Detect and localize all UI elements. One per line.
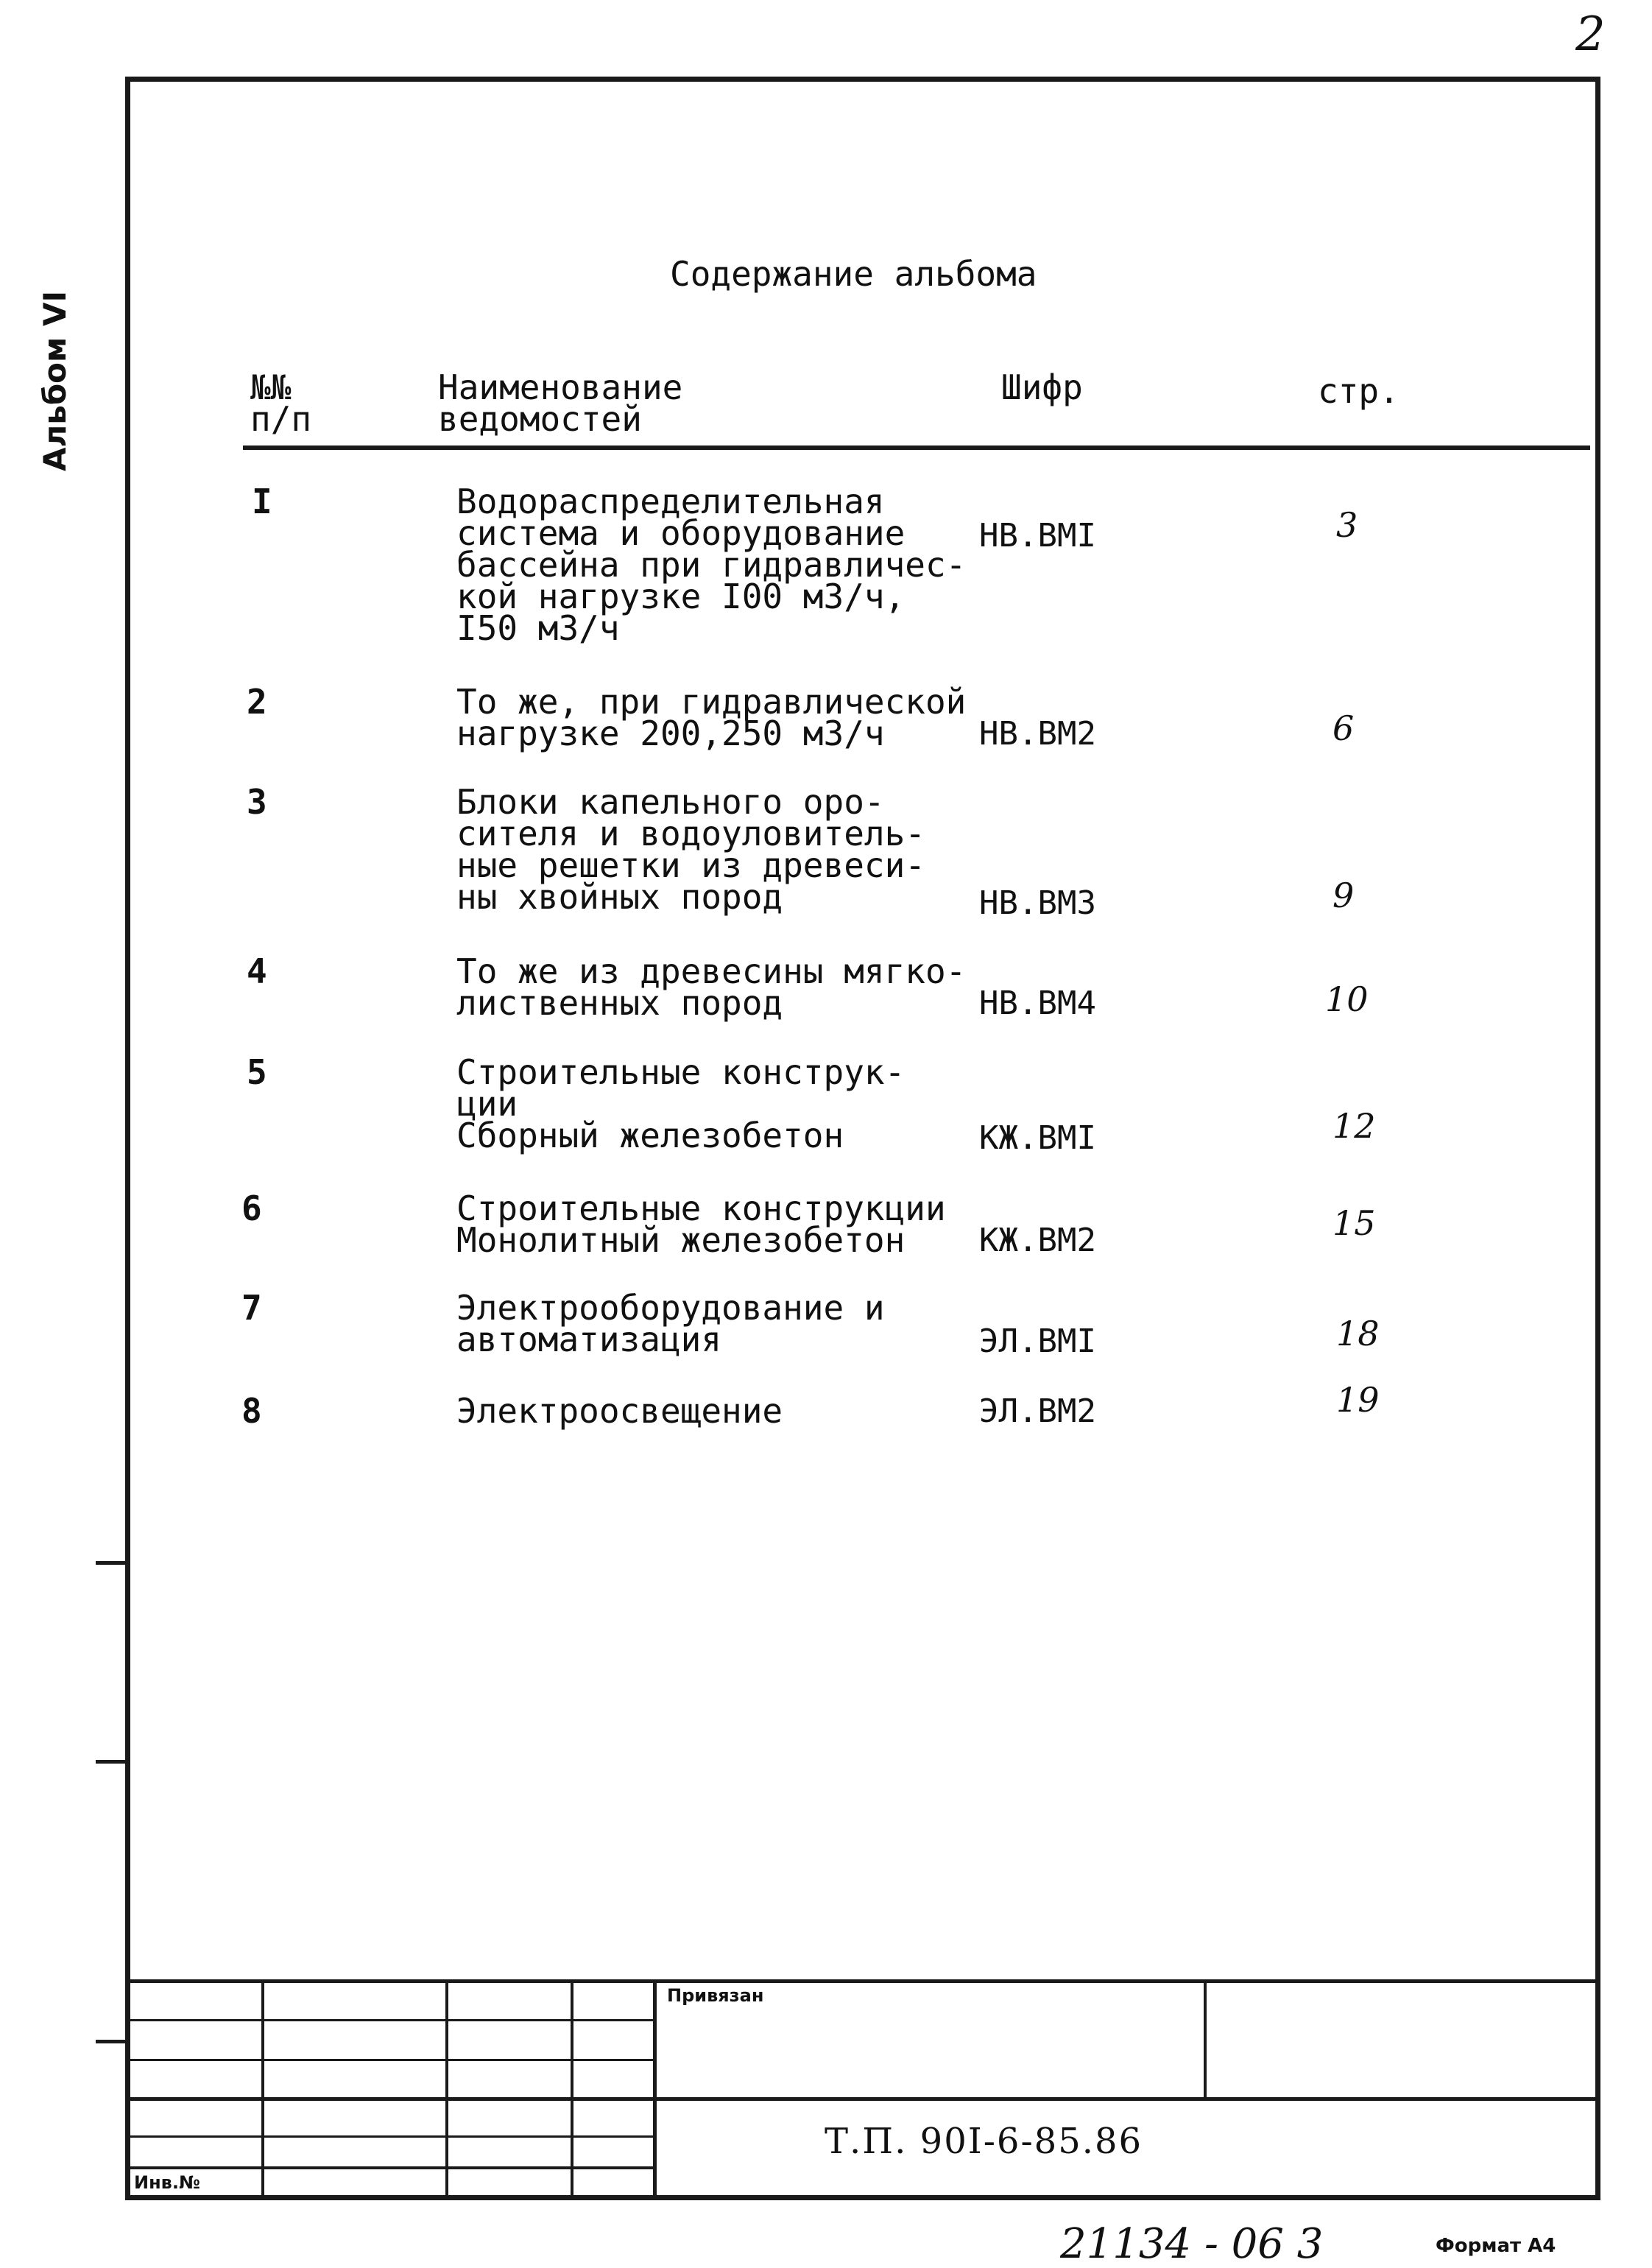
row-name: То же из древесины мягко- лиственных пород (456, 951, 967, 1023)
stamp-line (1204, 1979, 1207, 2097)
margin-tick (96, 2040, 125, 2043)
page-mark: 2 (1575, 7, 1606, 62)
format-label: Формат А4 (1436, 2235, 1556, 2257)
row-name: Электрооборудование и автоматизация (456, 1288, 885, 1359)
row-name: Строительные конструк- ции Сборный железобетон (456, 1052, 906, 1155)
row-num: 2 (247, 682, 267, 722)
row-cipher: ЭЛ.ВМI (979, 1323, 1096, 1360)
stamp-line (125, 1979, 1600, 1983)
margin-tick (96, 1561, 125, 1565)
row-page: 9 (1332, 876, 1355, 915)
document-title: Содержание альбома (670, 254, 1037, 294)
row-page: 10 (1325, 979, 1369, 1019)
bound-label: Привязан (667, 1985, 764, 2006)
row-name: Блоки капельного оро- сителя и водоуловитель- ные решетки из древеси- ны хвойных пород (456, 782, 925, 917)
row-page: 19 (1336, 1380, 1380, 1420)
header-cipher: Шифр (1001, 367, 1083, 407)
row-num: 8 (241, 1391, 262, 1431)
row-page: 3 (1336, 505, 1358, 545)
stamp-line (125, 2019, 655, 2021)
row-num: 4 (247, 951, 267, 991)
row-page: 15 (1332, 1203, 1376, 1243)
row-page: 18 (1336, 1314, 1380, 1353)
document-designation: Т.П. 90I-6-85.86 (825, 2121, 1143, 2162)
registration-number: 21134 - 06 3 (1060, 2220, 1324, 2268)
row-name: Электроосвещение (456, 1391, 783, 1431)
stamp-line (125, 2097, 1600, 2101)
row-cipher: КЖ.ВМ2 (979, 1222, 1096, 1259)
row-page: 12 (1332, 1106, 1376, 1146)
row-num: 6 (241, 1188, 262, 1228)
row-cipher: НВ.ВМ2 (979, 715, 1096, 753)
row-cipher: НВ.ВМ4 (979, 985, 1096, 1022)
row-num: 3 (247, 782, 267, 822)
row-cipher: НВ.ВМ3 (979, 884, 1096, 922)
header-name: Наименование ведомостей (438, 367, 683, 439)
header-page: стр. (1318, 371, 1399, 411)
row-cipher: НВ.ВМI (979, 517, 1096, 554)
row-page: 6 (1332, 708, 1355, 748)
album-side-label: Альбом VI (37, 290, 73, 471)
row-name: Водораспределительная система и оборудование бассейна при гидравличес- кой нагрузке I00 м3/ч, I50 м3/ч (456, 482, 967, 648)
row-num: 5 (247, 1052, 267, 1092)
stamp-line (125, 2059, 655, 2061)
row-cipher: ЭЛ.ВМ2 (979, 1392, 1096, 1430)
stamp-line (125, 2135, 655, 2138)
row-name: Строительные конструкции Монолитный железобетон (456, 1188, 946, 1260)
inventory-label: Инв.№ (134, 2172, 200, 2193)
title-block (125, 1979, 1600, 2200)
row-num: I (252, 482, 272, 521)
header-divider (243, 446, 1590, 450)
stamp-line (125, 2166, 655, 2169)
row-num: 7 (241, 1288, 262, 1328)
row-name: То же, при гидравлической нагрузке 200,250 м3/ч (456, 682, 967, 753)
header-num: №№ п/п (250, 367, 312, 439)
margin-tick (96, 1760, 125, 1764)
row-cipher: КЖ.ВМI (979, 1119, 1096, 1157)
